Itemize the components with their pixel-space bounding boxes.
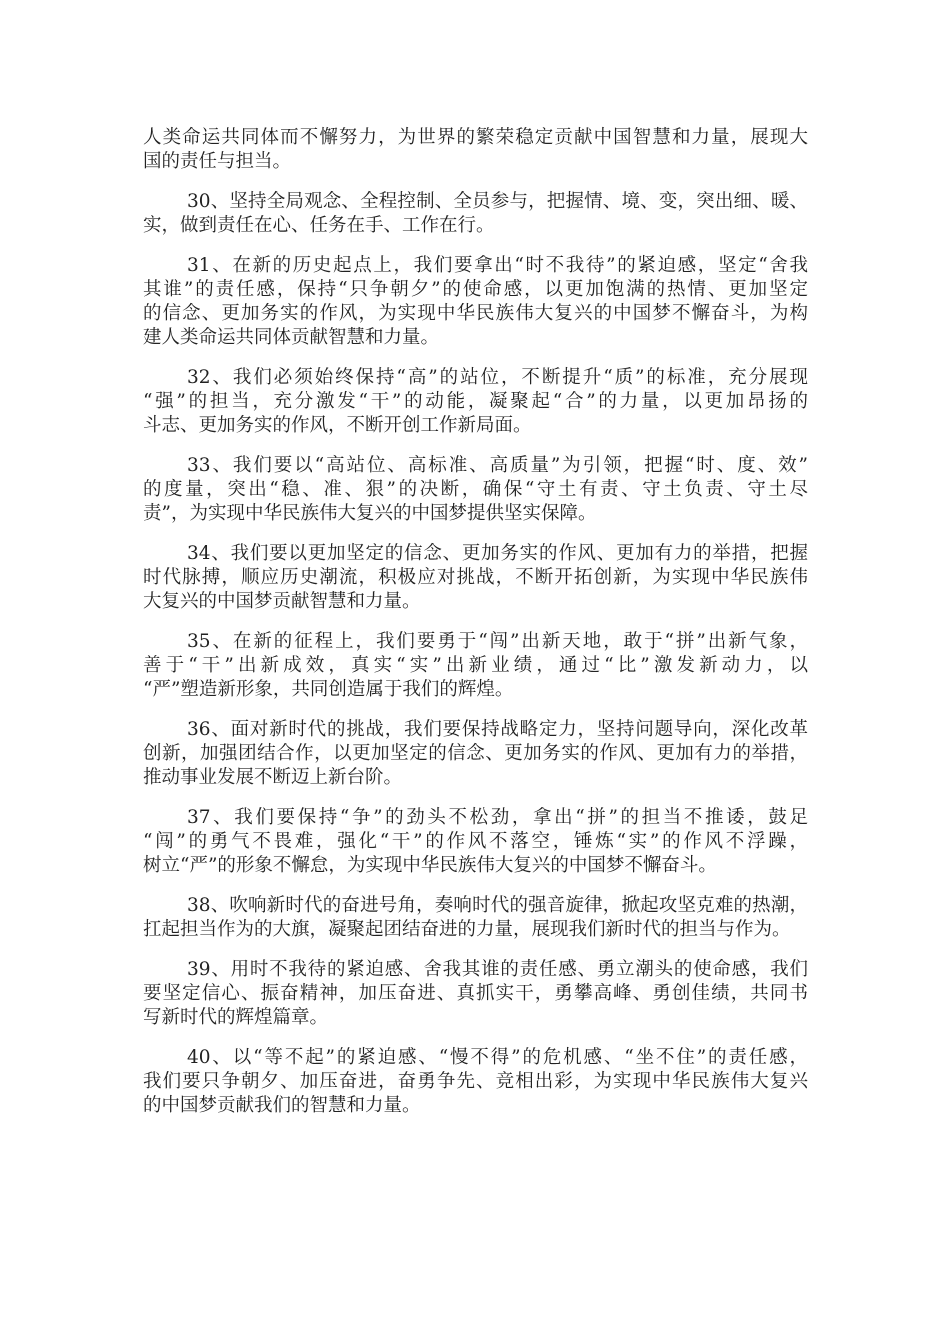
text-line: 人类命运共同体而不懈努力，为世界的繁荣稳定贡献中国智慧和力量，展现大: [143, 127, 808, 148]
text-line: 33、我们要以“高站位、高标准、高质量”为引领，把握“时、度、效”: [187, 455, 808, 476]
text-line: 36、面对新时代的挑战，我们要保持战略定力，坚持问题导向，深化改革: [187, 719, 808, 740]
text-line: 责”，为实现中华民族伟大复兴的中国梦提供坚实保障。: [143, 503, 597, 524]
text-line: 树立“严”的形象不懈怠，为实现中华民族伟大复兴的中国梦不懈奋斗。: [143, 855, 717, 876]
text-line: 34、我们要以更加坚定的信念、更加务实的作风、更加有力的举措，把握: [187, 543, 808, 564]
text-line: 大复兴的中国梦贡献智慧和力量。: [143, 591, 421, 612]
paragraph: [143, 718, 808, 790]
text-line: 要坚定信心、振奋精神，加压奋进、真抓实干，勇攀高峰、勇创佳绩，共同书: [143, 983, 808, 1004]
text-line: 30、坚持全局观念、全程控制、全员参与，把握情、境、变，突出细、暖、: [187, 191, 808, 212]
paragraph: [143, 958, 808, 1030]
text-line: 的信念、更加务实的作风，为实现中华民族伟大复兴的中国梦不懈奋斗，为构: [143, 303, 808, 324]
text-line: 推动事业发展不断迈上新台阶。: [143, 767, 403, 788]
text-line: 扛起担当作为的大旗，凝聚起团结奋进的力量，展现我们新时代的担当与作为。: [143, 919, 791, 940]
text-line: 实，做到责任在心、任务在手、工作在行。: [143, 215, 495, 236]
text-line: 37、我们要保持“争”的劲头不松劲，拿出“拼”的担当不推诿，鼓足: [187, 807, 808, 828]
text-line: 我们要只争朝夕、加压奋进，奋勇争先、竞相出彩，为实现中华民族伟大复兴: [143, 1071, 808, 1092]
text-line: 的度量，突出“稳、准、狠”的决断，确保“守土有责、守土负责、守土尽: [143, 479, 808, 500]
text-line: “闯”的勇气不畏难，强化“干”的作风不落空，锤炼“实”的作风不浮躁，: [143, 831, 808, 852]
paragraph: [143, 190, 808, 238]
text-line: 39、用时不我待的紧迫感、舍我其谁的责任感、勇立潮头的使命感，我们: [187, 959, 808, 980]
text-line: 35、在新的征程上，我们要勇于“闯”出新天地，敢于“拼”出新气象，: [187, 631, 808, 652]
text-line: 写新时代的辉煌篇章。: [143, 1007, 329, 1028]
text-line: 31、在新的历史起点上，我们要拿出“时不我待”的紧迫感，坚定“舍我: [187, 255, 808, 276]
text-line: 时代脉搏，顺应历史潮流，积极应对挑战，不断开拓创新，为实现中华民族伟: [143, 567, 808, 588]
text-line: 其谁”的责任感，保持“只争朝夕”的使命感，以更加饱满的热情、更加坚定: [143, 279, 808, 300]
paragraph: [143, 454, 808, 526]
text-line: 建人类命运共同体贡献智慧和力量。: [143, 327, 440, 348]
text-line: 的中国梦贡献我们的智慧和力量。: [143, 1095, 421, 1116]
paragraph: [143, 894, 808, 942]
paragraph: [143, 1046, 808, 1118]
text-line: 38、吹响新时代的奋进号角，奏响时代的强音旋律，掀起攻坚克难的热潮，: [187, 895, 808, 916]
paragraph: [143, 254, 808, 350]
document-body: [143, 126, 808, 1134]
text-line: 创新，加强团结合作，以更加坚定的信念、更加务实的作风、更加有力的举措，: [143, 743, 808, 764]
text-line: 善于“干”出新成效，真实“实”出新业绩，通过“比”激发新动力，以: [143, 655, 808, 676]
text-line: 40、以“等不起”的紧迫感、“慢不得”的危机感、“坐不住”的责任感，: [187, 1047, 808, 1068]
text-line: 斗志、更加务实的作风，不断开创工作新局面。: [143, 415, 532, 436]
paragraph: [143, 366, 808, 438]
paragraph: [143, 630, 808, 702]
paragraph: [143, 126, 808, 174]
paragraph: [143, 806, 808, 878]
paragraph: [143, 542, 808, 614]
text-line: “严”塑造新形象，共同创造属于我们的辉煌。: [143, 679, 514, 700]
text-line: “强”的担当，充分激发“干”的动能，凝聚起“合”的力量，以更加昂扬的: [143, 391, 808, 412]
text-line: 国的责任与担当。: [143, 151, 292, 172]
text-line: 32、我们必须始终保持“高”的站位，不断提升“质”的标准，充分展现: [187, 367, 808, 388]
